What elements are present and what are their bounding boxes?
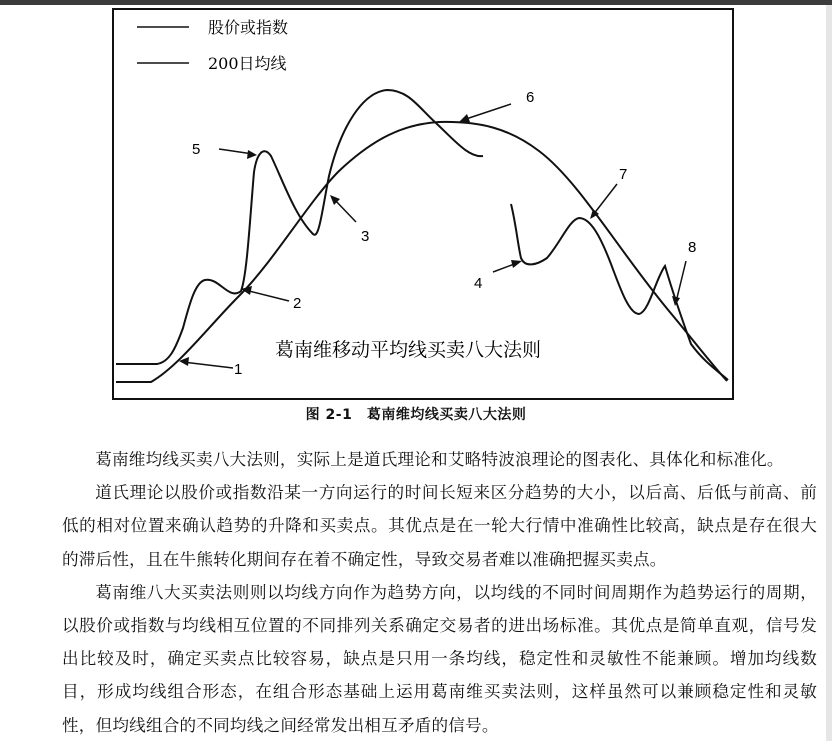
pointer-3 xyxy=(330,195,369,245)
figure-svg xyxy=(109,6,739,401)
paragraph-1: 葛南维均线买卖八大法则，实际上是道氏理论和艾略特波浪理论的图表化、具体化和标准化。 xyxy=(95,450,784,469)
scrollbar-track[interactable] xyxy=(826,5,832,741)
legend-label-ma200: 200日均线 xyxy=(208,54,287,73)
paragraph-2: 道氏理论以股价或指数沿某一方向运行的时间长短来区分趋势的大小，以后高、后低与前高、前低的相对位置来确认趋势的升降和买卖点。其优点是在一轮大行情中准确性比较高，缺点是存在很大的滞后性，且在牛熊转化期间存在着不确定性，导致交易者难以准确把握买卖点。 xyxy=(62,483,817,569)
pointer-7 xyxy=(590,166,627,219)
paragraph-3: 葛南维八大买卖法则则以均线方向作为趋势方向，以均线的不同时间周期作为趋势运行的周期，以股价或指数与均线相互位置的不同排列关系确定交易者的进出场标准。其优点是简单直观，信号发出比较及时，确定买卖点比较容易，缺点是只用一条均线，稳定性和灵敏性不能兼顾。增加均线数目，形成均线组合形态，在组合形态基础上运用葛南维买卖法则，这样虽然可以兼顾稳定性和灵敏性，但均线组合的不同均线之间经常发出相互矛盾的信号。 xyxy=(62,582,817,735)
pointer-1 xyxy=(179,357,242,378)
body-text xyxy=(62,443,817,742)
figure-2-1 xyxy=(109,6,739,401)
pointer-label-4: 4 xyxy=(474,275,483,292)
legend-label-price: 股价或指数 xyxy=(208,18,289,37)
pointer-label-7: 7 xyxy=(619,166,628,183)
pointer-6 xyxy=(459,89,534,122)
pointer-label-8: 8 xyxy=(688,239,697,256)
price-curve-segment-2 xyxy=(511,204,728,380)
pointer-label-5: 5 xyxy=(192,141,201,158)
pointer-label-3: 3 xyxy=(361,228,370,245)
window-top-bar xyxy=(0,0,832,5)
pointer-2 xyxy=(241,286,301,312)
pointer-label-1: 1 xyxy=(234,361,243,378)
pointer-label-6: 6 xyxy=(526,89,535,106)
pointer-label-2: 2 xyxy=(293,295,302,312)
price-curve xyxy=(116,90,483,364)
figure-caption: 图 2-1 葛南维均线买卖八大法则 xyxy=(305,407,527,423)
pointer-5 xyxy=(192,141,257,159)
pointer-8 xyxy=(672,239,696,306)
figure-inner-title: 葛南维移动平均线买卖八大法则 xyxy=(275,339,542,361)
pointer-4 xyxy=(474,260,522,292)
